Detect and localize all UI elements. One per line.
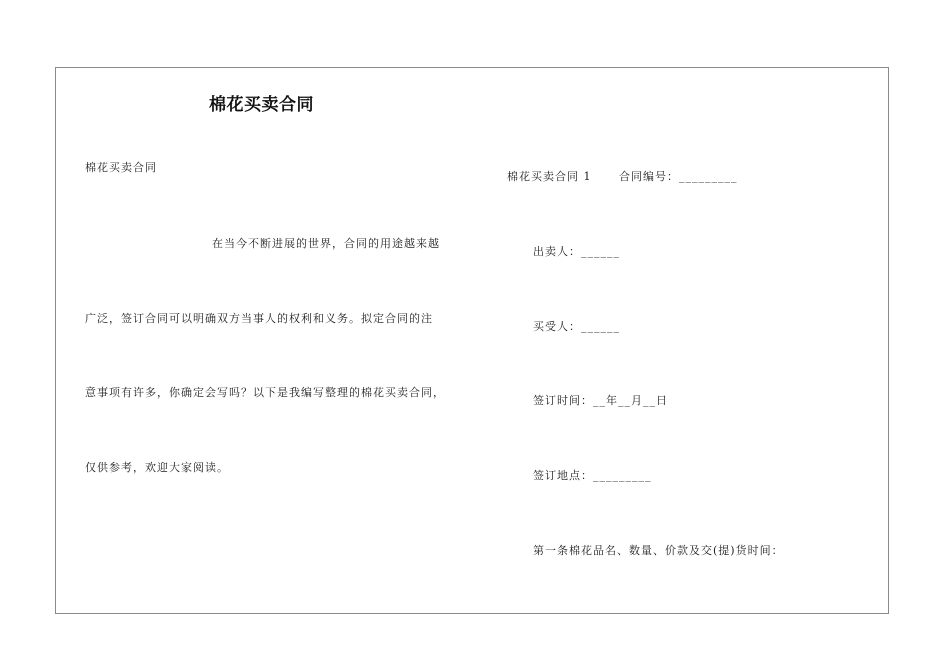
document-title: 棉花买卖合同 [209,95,314,115]
page-frame [55,67,889,614]
article-1-heading: 第一条棉花品名、数量、价款及交(提)货时间： [533,544,784,557]
intro-line-3: 意事项有许多，你确定会写吗？以下是我编写整理的棉花买卖合同， [85,386,445,399]
buyer-field: 买受人：______ [533,320,620,333]
sign-place-field: 签订地点：_________ [533,469,652,482]
left-heading: 棉花买卖合同 [85,161,157,174]
sign-date-field: 签订时间：__年__月__日 [533,394,668,407]
intro-line-1: 在当今不断进展的世界，合同的用途越来越 [212,237,440,250]
contract-number: 合同编号：_________ [619,170,738,183]
intro-line-4: 仅供参考，欢迎大家阅读。 [85,461,229,474]
seller-field: 出卖人：______ [533,245,620,258]
contract-title: 棉花买卖合同 1 [507,170,592,183]
intro-line-2: 广泛，签订合同可以明确双方当事人的权利和义务。拟定合同的注 [85,312,433,325]
